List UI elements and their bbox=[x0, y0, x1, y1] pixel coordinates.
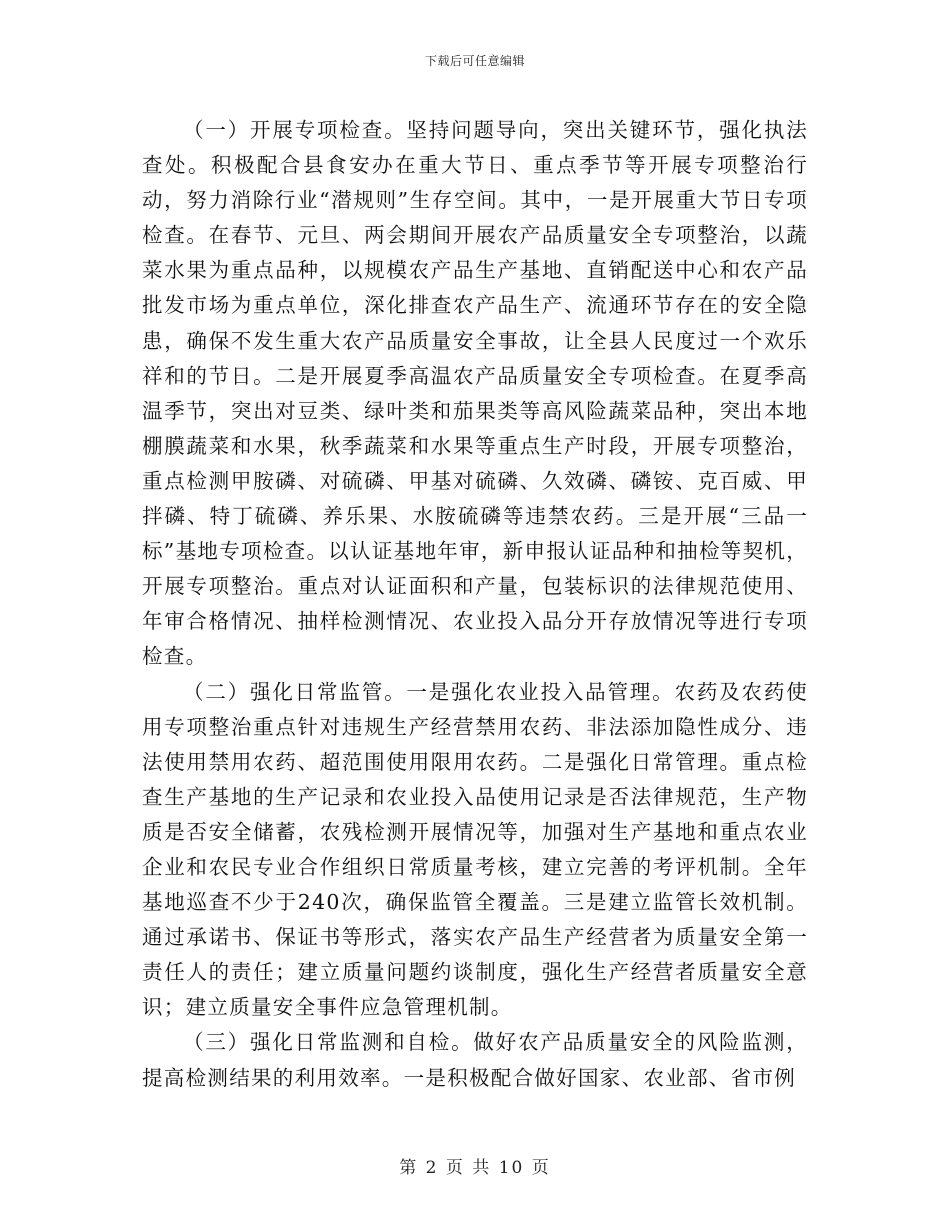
page-number-footer: 第 2 页 共 10 页 bbox=[399, 1158, 551, 1178]
page-header-note: 下载后可任意编辑 bbox=[424, 54, 525, 68]
paragraph-special-inspection: （一）开展专项检查。坚持问题导向，突出关键环节，强化执法查处。积极配合县食安办在重大节日、重点季节等开展专项整治行动，努力消除行业“潜规则”生存空间。其中，一是开展重大节日专项检查。在春节、元旦、两会期间开展农产品质量安全专项整治，以蔬菜水果为重点品种，以规模农产品生产基地、直销配送中心和农产品批发市场为重点单位，深化排查农产品生产、流通环节存在的安全隐患，确保不发生重大农产品质量安全事故，让全县人民度过一个欢乐祥和的节日。二是开展夏季高温农产品质量安全专项检查。在夏季高温季节，突出对豆类、绿叶类和茄果类等高风险蔬菜品种，突出本地棚膜蔬菜和水果，秋季蔬菜和水果等重点生产时段，开展专项整治，重点检测甲胺磷、对硫磷、甲基对硫磷、久效磷、磷铵、克百威、甲拌磷、特丁硫磷、养乐果、水胺硫磷等违禁农药。三是开展“三品一标”基地专项检查。以认证基地年审，新申报认证品种和抽检等契机，开展专项整治。重点对认证面积和产量，包装标识的法律规范使用、年审合格情况、抽样检测情况、农业投入品分开存放情况等进行专项检查。 bbox=[142, 118, 808, 669]
paragraph-monitoring-selfcheck: （三）强化日常监测和自检。做好农产品质量安全的风险监测，提高检测结果的利用效率。一是积极配合做好国家、农业部、省市例 bbox=[142, 1030, 808, 1090]
paragraph-daily-supervision: （二）强化日常监管。一是强化农业投入品管理。农药及农药使用专项整治重点针对违规生产经营禁用农药、非法添加隐性成分、违法使用禁用农药、超范围使用限用农药。二是强化日常管理。重点检查生产基地的生产记录和农业投入品使用记录是否法律规范，生产物质是否安全储蓄，农残检测开展情况等，加强对生产基地和重点农业企业和农民专业合作组织日常质量考核，建立完善的考评机制。全年基地巡查不少于240次，确保监管全覆盖。三是建立监管长效机制。通过承诺书、保证书等形式，落实农产品生产经营者为质量安全第一责任人的责任；建立质量问题约谈制度，强化生产经营者质量安全意识；建立质量安全事件应急管理机制。 bbox=[142, 679, 808, 1020]
document-body bbox=[142, 113, 808, 1096]
